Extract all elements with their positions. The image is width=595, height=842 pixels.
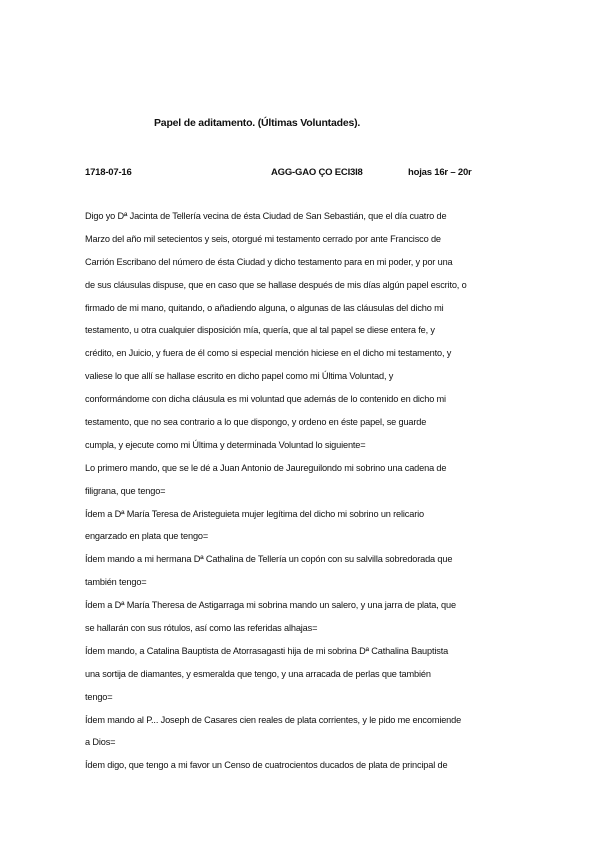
text-line: Ídem mando, a Catalina Bauptista de Atorrasagasti hija de mi sobrina Dª Cathalina Bauptista (85, 645, 449, 656)
text-line: valiese lo que allí se hallase escrito en dicho papel como mi Última Voluntad, y (85, 371, 394, 382)
text-line: crédito, en Juicio, y fuera de él como si especial mención hiciese en el dicho mi testamento, y (85, 348, 452, 359)
text-line: tengo= (85, 691, 113, 702)
document-title: Papel de aditamento. (Últimas Voluntades). (154, 117, 361, 129)
text-line: Digo yo Dª Jacinta de Tellería vecina de ésta Ciudad de San Sebastián, que el día cuatro de (85, 211, 447, 221)
text-line: se hallarán con sus rótulos, así como las referidas alhajas= (85, 623, 318, 634)
text-line: Ídem digo, que tengo a mi favor un Censo de cuatrocientos ducados de plata de principal de (85, 760, 448, 771)
text-line: una sortija de diamantes, y esmeralda que tengo, y una arracada de perlas que también (85, 668, 431, 679)
text-line: engarzado en plata que tengo= (85, 531, 209, 542)
document-date: 1718-07-16 (85, 167, 132, 178)
text-line: testamento, que no sea contrario a lo que dispongo, y ordeno en éste papel, se guarde (85, 417, 427, 428)
text-line: Ídem mando al P... Joseph de Casares cien reales de plata corrientes, y le pido me encomiende (85, 714, 462, 725)
folio-range: hojas 16r – 20r (408, 167, 472, 178)
text-line: también tengo= (85, 577, 147, 588)
text-line: Lo primero mando, que se le dé a Juan Antonio de Jaureguilondo mi sobrino una cadena de (85, 462, 447, 473)
text-line: Marzo del año mil setecientos y seis, otorgué mi testamento cerrado por ante Francisco de (85, 233, 441, 244)
text-line: Ídem a Dª María Theresa de Astigarraga mi sobrina mando un salero, y una jarra de plata, que (85, 600, 456, 611)
text-line: de sus cláusulas dispuse, que en caso que se hallase después de mis días algún papel escrito, o (85, 279, 467, 290)
document-body (85, 205, 515, 777)
text-line: Ídem mando a mi hermana Dª Cathalina de Tellería un copón con su salvilla sobredorada que (85, 554, 453, 565)
text-line: Carrión Escribano del número de ésta Ciudad y dicho testamento para en mi poder, y por una (85, 256, 453, 267)
archive-reference: AGG-GAO ÇO ECI3I8 (271, 167, 363, 178)
text-line: firmado de mi mano, quitando, o añadiendo alguna, o algunas de las cláusulas del dicho mi (85, 302, 444, 313)
text-line: Ídem a Dª María Teresa de Aristeguieta mujer legítima del dicho mi sobrino un relicario (85, 508, 424, 519)
text-line: a Dios= (85, 737, 116, 748)
text-line: testamento, u otra cualquier disposición mía, quería, que al tal papel se diese entera fe, y (85, 325, 435, 336)
text-line: cumpla, y ejecute como mi Última y determinada Voluntad lo siguiente= (85, 439, 366, 450)
text-line: filigrana, que tengo= (85, 485, 166, 496)
text-line: conformándome con dicha cláusula es mi voluntad que además de lo contenido en dicho mi (85, 394, 446, 405)
